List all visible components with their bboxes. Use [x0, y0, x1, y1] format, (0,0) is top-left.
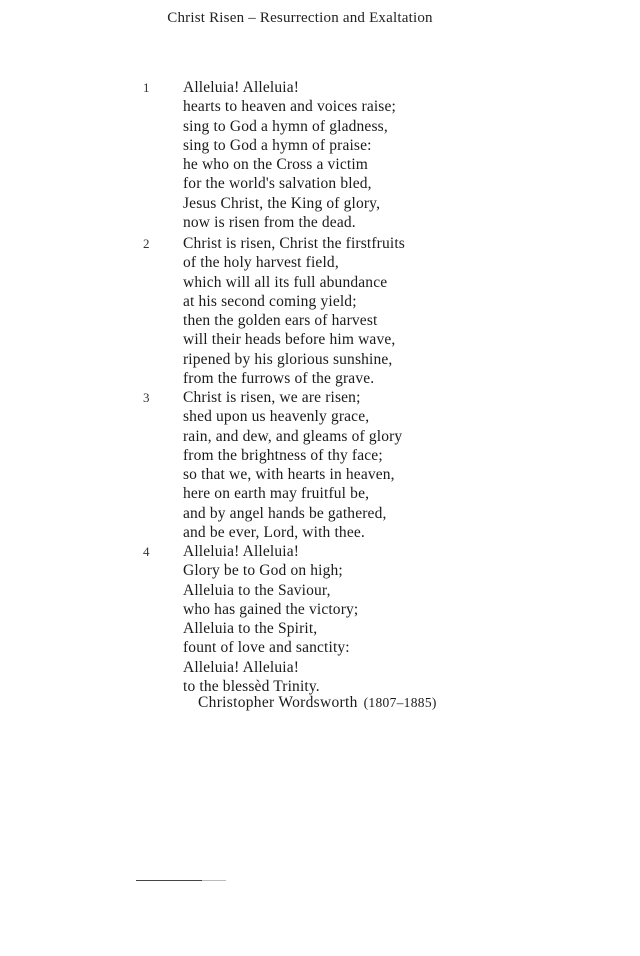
hymn-section-title: Christ Risen – Resurrection and Exaltation: [167, 10, 433, 26]
verse-line: ripened by his glorious sunshine,: [183, 350, 393, 368]
verse-line: which will all its full abundance: [183, 273, 388, 291]
verse-number: 3: [143, 390, 150, 405]
verse-line: hearts to heaven and voices raise;: [183, 98, 396, 116]
verse-line: Alleluia to the Saviour,: [183, 581, 331, 599]
verse-line: Alleluia! Alleluia!: [183, 658, 300, 676]
verse-line: will their heads before him wave,: [183, 331, 396, 349]
verse-line: he who on the Cross a victim: [183, 156, 369, 174]
verse-line: shed upon us heavenly grace,: [183, 408, 370, 426]
verse-line: of the holy harvest field,: [183, 254, 339, 272]
hymn-attribution: [198, 694, 437, 712]
verse-line: so that we, with hearts in heaven,: [183, 466, 395, 484]
verse-line: sing to God a hymn of praise:: [183, 136, 372, 154]
verse-line: and be ever, Lord, with thee.: [183, 524, 365, 542]
page-header: [0, 10, 600, 27]
verse-line: now is risen from the dead.: [183, 214, 356, 232]
verse-line: fount of love and sanctity:: [183, 639, 350, 657]
verse-line: Alleluia! Alleluia!: [183, 543, 300, 560]
verse-line: for the world's salvation bled,: [183, 175, 372, 193]
verse-number: 2: [143, 236, 150, 251]
verse-number: 4: [143, 544, 150, 559]
verse-line: Jesus Christ, the King of glory,: [183, 194, 381, 212]
verse-lines: [183, 78, 396, 232]
verse-line: rain, and dew, and gleams of glory: [183, 427, 403, 445]
author-name: Christopher Wordsworth: [198, 694, 358, 711]
verse-line: sing to God a hymn of gladness,: [183, 117, 388, 135]
verse-line: from the brightness of thy face;: [183, 446, 383, 464]
verse-line: Alleluia to the Spirit,: [183, 620, 318, 638]
verse-line: then the golden ears of harvest: [183, 312, 378, 330]
verse-line: from the furrows of the grave.: [183, 370, 375, 388]
verse-line: and by angel hands be gathered,: [183, 504, 387, 522]
author-dates: (1807–1885): [363, 695, 437, 710]
verse-lines: [183, 388, 402, 542]
verse-line: Christ is risen, Christ the firstfruits: [183, 235, 405, 252]
verse-line: Glory be to God on high;: [183, 562, 343, 580]
verse-line: who has gained the victory;: [183, 600, 359, 618]
verse-line: here on earth may fruitful be,: [183, 485, 370, 503]
verse-line: Alleluia! Alleluia!: [183, 79, 300, 96]
verse-line: Christ is risen, we are risen;: [183, 389, 361, 406]
verse-line: to the blessèd Trinity.: [183, 678, 320, 696]
verse-lines: [183, 542, 358, 696]
verse-number: 1: [143, 80, 150, 95]
verse-lines: [183, 234, 405, 388]
footnote-divider: [136, 880, 226, 881]
verse-line: at his second coming yield;: [183, 292, 357, 310]
